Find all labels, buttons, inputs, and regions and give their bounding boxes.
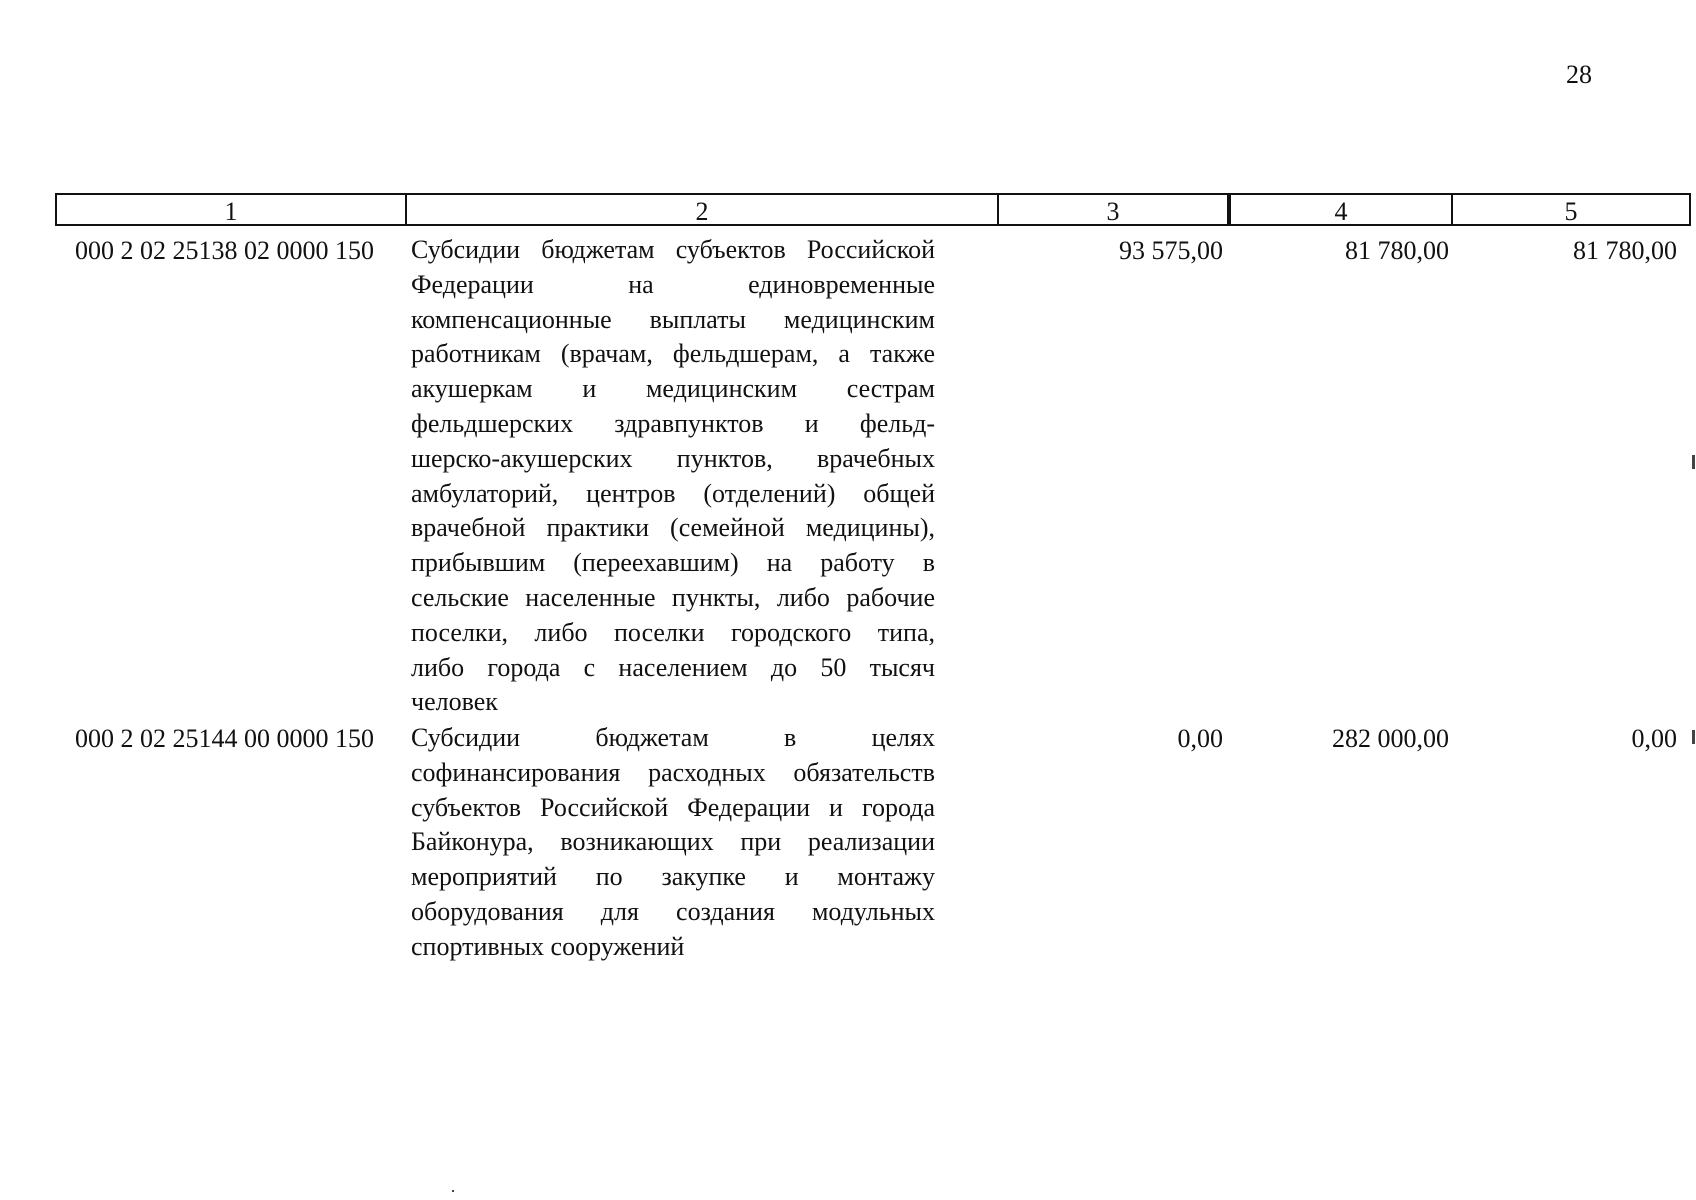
description-line: врачебной практики (семейной медицины), bbox=[411, 513, 935, 543]
value-col3: 93 575,00 bbox=[1119, 236, 1223, 265]
description-line: поселки, либо поселки городского типа, bbox=[411, 617, 935, 647]
value-col5: 0,00 bbox=[1631, 724, 1677, 753]
description-line: спортивных сооружений bbox=[411, 931, 685, 961]
description-line: мероприятий по закупке и монтажу bbox=[411, 862, 935, 892]
column-header-3: 3 bbox=[997, 193, 1229, 226]
column-header-4: 4 bbox=[1229, 193, 1453, 226]
budget-code: 000 2 02 25138 02 0000 150 bbox=[75, 236, 374, 265]
page-number: 28 bbox=[1566, 60, 1592, 89]
value-col3: 0,00 bbox=[1177, 724, 1223, 753]
value-col5: 81 780,00 bbox=[1573, 236, 1677, 265]
description-line: акушеркам и медицинским сестрам bbox=[411, 374, 935, 404]
column-header-5: 5 bbox=[1451, 193, 1691, 226]
scan-edge-mark bbox=[1692, 730, 1695, 744]
description-line: Федерации на единовременные bbox=[411, 269, 935, 299]
table-header bbox=[55, 193, 1635, 229]
budget-code: 000 2 02 25144 00 0000 150 bbox=[75, 724, 374, 753]
description-line: субъектов Российской Федерации и города bbox=[411, 792, 935, 822]
description-line: Субсидии бюджетам субъектов Российской bbox=[411, 235, 935, 264]
description-line: либо города с населением до 50 тысяч bbox=[411, 652, 935, 682]
description-line: работникам (врачам, фельдшерам, а также bbox=[411, 339, 935, 369]
description-line: человек bbox=[411, 687, 498, 717]
description-line: компенсационные выплаты медицинским bbox=[411, 304, 935, 334]
description-line: оборудования для создания модульных bbox=[411, 896, 935, 926]
row-description bbox=[411, 721, 935, 965]
description-line: амбулаторий, центров (отделений) общей bbox=[411, 478, 935, 508]
column-header-1: 1 bbox=[55, 193, 407, 226]
description-line: сельские населенные пункты, либо рабочие bbox=[411, 582, 935, 612]
description-line: фельдшерских здравпунктов и фельд- bbox=[411, 408, 935, 438]
value-col4: 282 000,00 bbox=[1332, 724, 1449, 753]
row-description bbox=[411, 233, 935, 720]
description-line: прибывшим (переехавшим) на работу в bbox=[411, 548, 935, 578]
column-header-2: 2 bbox=[405, 193, 999, 226]
scan-speck bbox=[452, 1190, 454, 1192]
value-col4: 81 780,00 bbox=[1345, 236, 1449, 265]
description-line: Байконура, возникающих при реализации bbox=[411, 827, 935, 857]
description-line: шерско-акушерских пунктов, врачебных bbox=[411, 443, 935, 473]
description-line: Субсидии бюджетам в целях bbox=[411, 723, 935, 752]
scan-edge-mark bbox=[1692, 455, 1695, 469]
description-line: софинансирования расходных обязательств bbox=[411, 757, 935, 787]
